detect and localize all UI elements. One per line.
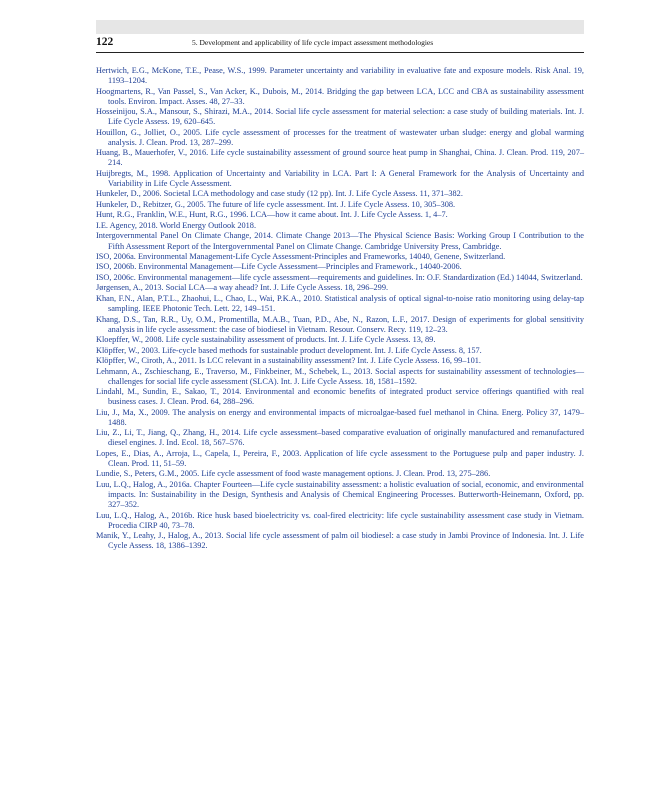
reference-entry[interactable]: Hertwich, E.G., McKone, T.E., Pease, W.S., 1999. Parameter uncertainty and variability in evaluative fate and exposure models. Risk Anal. 19, 1193–1204. bbox=[96, 66, 584, 86]
reference-entry[interactable]: Lehmann, A., Zschieschang, E., Traverso, M., Finkbeiner, M., Schebek, L., 2013. Social aspects for sustainability assessment of technologies—challenges for social life cycle assessment (SLCA). Int. J. Life Cycle Assess. 18, 1581–1592. bbox=[96, 366, 584, 386]
reference-entry[interactable]: Hosseinijou, S.A., Mansour, S., Shirazi, M.A., 2014. Social life cycle assessment for material selection: a case study of building materials. Int. J. Life Cycle Assess. 19, 620–645. bbox=[96, 107, 584, 127]
reference-entry[interactable]: ISO, 2006b. Environmental Management—Life Cycle Assessment—Principles and Framework., 14040-2006. bbox=[96, 262, 462, 272]
reference-entry[interactable]: Khang, D.S., Tan, R.R., Uy, O.M., Promentilla, M.A.B., Tuan, P.D., Abe, N., Razon, L.F., 2017. Design of experiments for global sensitivity analysis in life cycle assessment: the case of biodiesel in Vietnam. Resour. Conserv. Recy. 119, 12–23. bbox=[96, 314, 584, 334]
page-top-band bbox=[96, 20, 584, 34]
reference-entry[interactable]: Kloepffer, W., 2008. Life cycle sustainability assessment of products. Int. J. Life Cycle Assess. 13, 89. bbox=[96, 335, 436, 345]
running-title: 5. Development and applicability of life cycle impact assessment methodologies bbox=[192, 38, 434, 47]
reference-entry[interactable]: Liu, J., Ma, X., 2009. The analysis on energy and environmental impacts of microalgae-based fuel methanol in China. Energ. Policy 37, 1479–1488. bbox=[96, 407, 584, 427]
reference-entry[interactable]: Klöpffer, W., 2003. Life-cycle based methods for sustainable product development. Int. J. Life Cycle Assess. 8, 157. bbox=[96, 345, 482, 355]
page-header bbox=[96, 36, 584, 52]
reference-entry[interactable]: Hunkeler, D., Rebitzer, G., 2005. The future of life cycle assessment. Int. J. Life Cycle Assess. 10, 305–308. bbox=[96, 199, 456, 209]
reference-entry[interactable]: ISO, 2006c. Environmental management—life cycle assessment—requirements and guidelines. In: O.F. Standardization (Ed.) 14044, Switzerland. bbox=[96, 272, 583, 282]
reference-entry[interactable]: ISO, 2006a. Environmental Management-Life Cycle Assessment-Principles and Frameworks, 14040, Genene, Switzerland. bbox=[96, 251, 506, 261]
reference-entry[interactable]: Jørgensen, A., 2013. Social LCA—a way ahead? Int. J. Life Cycle Assess. 18, 296–299. bbox=[96, 283, 389, 293]
reference-list bbox=[96, 66, 584, 552]
reference-entry[interactable]: Intergovernmental Panel On Climate Change, 2014. Climate Change 2013—The Physical Science Basis: Working Group I Contribution to the Fifth Assessment Report of the Intergovernmental Panel on Climate Change. Cambridge University Press, Cambridge. bbox=[96, 231, 584, 251]
reference-entry[interactable]: Klöpffer, W., Ciroth, A., 2011. Is LCC relevant in a sustainability assessment? Int. J. Life Cycle Assess. 16, 99–101. bbox=[96, 356, 481, 366]
reference-entry[interactable]: Lundie, S., Peters, G.M., 2005. Life cycle assessment of food waste management options. J. Clean. Prod. 13, 275–286. bbox=[96, 469, 491, 479]
reference-entry[interactable]: Huang, B., Mauerhofer, V., 2016. Life cycle sustainability assessment of ground source heat pump in Shanghai, China. J. Clean. Prod. 119, 207–214. bbox=[96, 148, 584, 168]
reference-entry[interactable]: Khan, F.N., Alan, P.T.L., Zhaohui, L., Chao, L., Wai, P.K.A., 2010. Statistical analysis of optical signal-to-noise ratio monitoring using delay-tap sampling. IEEE Photonic Tech. Lett. 22, 149–151. bbox=[96, 293, 584, 314]
page-number: 122 bbox=[96, 36, 114, 48]
reference-entry[interactable]: Hunt, R.G., Franklin, W.E., Hunt, R.G., 1996. LCA—how it came about. Int. J. Life Cycle Assess. 1, 4–7. bbox=[96, 210, 448, 220]
reference-entry[interactable]: Hoogmartens, R., Van Passel, S., Van Acker, K., Dubois, M., 2014. Bridging the gap between LCA, LCC and CBA as sustainability assessment tools. Environ. Impact. Asses. 48, 27–33. bbox=[96, 86, 584, 106]
reference-entry[interactable]: Hunkeler, D., 2006. Societal LCA methodology and case study (12 pp). Int. J. Life Cycle Assess. 11, 371–382. bbox=[96, 189, 463, 199]
reference-entry[interactable]: Lindahl, M., Sundin, E., Sakao, T., 2014. Environmental and economic benefits of integrated product service offerings quantified with real business cases. J. Clean. Prod. 64, 288–296. bbox=[96, 387, 584, 407]
reference-entry[interactable]: Huijbregts, M., 1998. Application of Uncertainty and Variability in LCA. Part I: A General Framework for the Analysis of Uncertainty and Variability in Life Cycle Assessment. bbox=[96, 168, 584, 188]
reference-entry[interactable]: Lopes, E., Dias, A., Arroja, L., Capela, I., Pereira, F., 2003. Application of life cycle assessment to the Portuguese pulp and paper industry. J. Clean. Prod. 11, 51–59. bbox=[96, 448, 584, 468]
reference-entry[interactable]: I.E. Agency, 2018. World Energy Outlook 2018. bbox=[96, 220, 257, 230]
reference-entry[interactable]: Houillon, G., Jolliet, O., 2005. Life cycle assessment of processes for the treatment of wastewater urban sludge: energy and global warming analysis. J. Clean. Prod. 13, 287–299. bbox=[96, 127, 584, 147]
reference-entry[interactable]: Luu, L.Q., Halog, A., 2016a. Chapter Fourteen—Life cycle sustainability assessment: a holistic evaluation of social, economic, and environmental impacts. In: Sustainability in the Design, Synthesis and Analysis of Chemical Engineering Processes. Butterworth-Heinemann, Oxford, pp. 327–352. bbox=[96, 479, 584, 510]
reference-entry[interactable]: Manik, Y., Leahy, J., Halog, A., 2013. Social life cycle assessment of palm oil biodiesel: a case study in Jambi Province of Indonesia. Int. J. Life Cycle Assess. 18, 1386–1392. bbox=[96, 531, 584, 551]
reference-entry[interactable]: Luu, L.Q., Halog, A., 2016b. Rice husk based bioelectricity vs. coal-fired electricity: life cycle sustainability assessment case study in Vietnam. Procedia CIRP 40, 73–78. bbox=[96, 510, 584, 530]
header-rule bbox=[96, 52, 584, 53]
reference-entry[interactable]: Liu, Z., Li, T., Jiang, Q., Zhang, H., 2014. Life cycle assessment–based comparative evaluation of originally manufactured and remanufactured diesel engines. J. Ind. Ecol. 18, 567–576. bbox=[96, 428, 584, 448]
